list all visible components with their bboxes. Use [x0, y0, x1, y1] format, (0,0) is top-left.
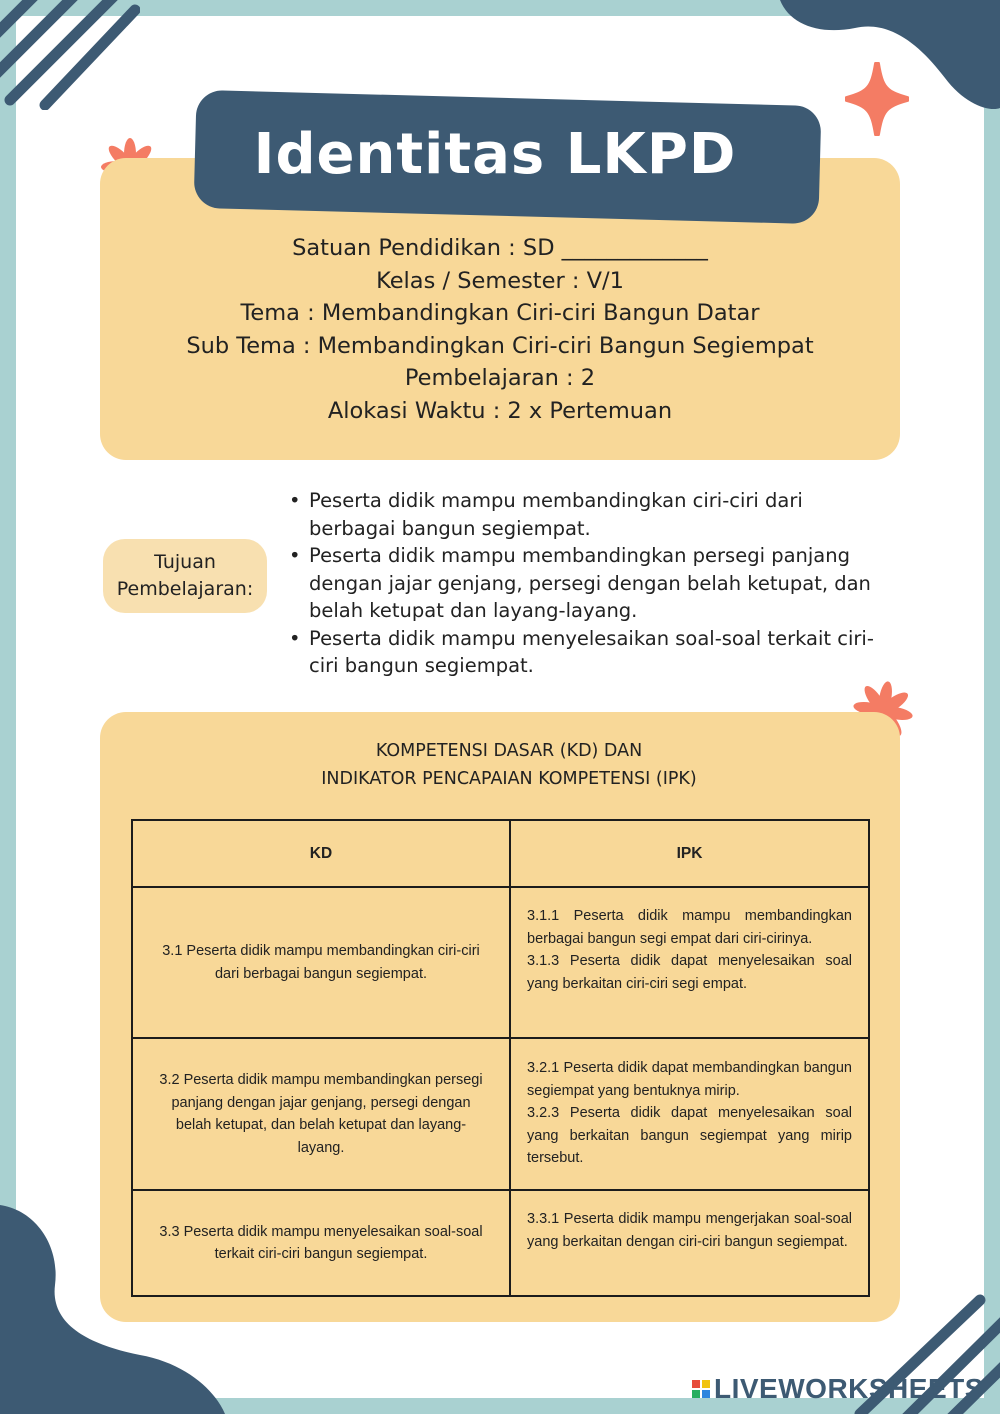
pembelajaran-line: Pembelajaran : 2 [404, 365, 596, 392]
kd-cell: 3.1 Peserta didik mampu membandingkan ciri-ciri dari berbagai bangun segiempat. [132, 887, 510, 1038]
ipk-item: 3.2.3 Peserta didik dapat menyelesaikan soal yang berkaitan bangun segiempat yang mirip tersebut. [527, 1105, 852, 1166]
watermark-text: LIVEWORKSHEETS [714, 1373, 984, 1404]
table-row [132, 1038, 869, 1190]
learning-goal-item: • Peserta didik mampu menyelesaikan soal-soal terkait ciri-ciri bangun segiempat. [285, 625, 895, 680]
corner-decoration-top-left [0, 0, 140, 110]
kelas-semester-line: Kelas / Semester : V/1 [376, 267, 624, 294]
identity-info [100, 232, 900, 428]
kd-cell: 3.3 Peserta didik mampu menyelesaikan soal-soal terkait ciri-ciri bangun segiempat. [132, 1190, 510, 1296]
ipk-cell [510, 1190, 869, 1296]
satuan-pendidikan-line: Satuan Pendidikan : SD _____________ [292, 235, 708, 261]
learning-goal-item: • Peserta didik mampu membandingkan persegi panjang dengan jajar genjang, persegi dengan belah ketupat, dan belah ketupat dan layang-layang. [285, 542, 895, 625]
tema-line: Tema : Membandingkan Ciri-ciri Bangun Datar [240, 300, 760, 327]
sub-tema-line: Sub Tema : Membandingkan Ciri-ciri Bangun Segiempat [186, 332, 814, 359]
tujuan-label-line2: Pembelajaran: [116, 578, 254, 600]
ipk-cell [510, 887, 869, 1038]
ipk-cell [510, 1038, 869, 1190]
kd-cell: 3.2 Peserta didik mampu membandingkan persegi panjang dengan jajar genjang, persegi dengan belah ketupat, dan belah ketupat dan layang-layang. [132, 1038, 510, 1190]
table-header-row [132, 820, 869, 887]
ipk-item: 3.3.1 Peserta didik mampu mengerjakan soal-soal yang berkaitan dengan ciri-ciri bangun segiempat. [527, 1211, 852, 1250]
tujuan-label-line1: Tujuan [154, 551, 216, 573]
liveworksheets-logo-icon [692, 1380, 710, 1398]
tujuan-label [103, 539, 267, 613]
kd-ipk-heading [100, 737, 918, 793]
table-row [132, 887, 869, 1038]
table-row [132, 1190, 869, 1296]
ipk-column-header: IPK [510, 820, 869, 887]
ipk-item: 3.2.1 Peserta didik dapat membandingkan bangun segiempat yang bentuknya mirip. [527, 1060, 852, 1099]
learning-goal-item: • Peserta didik mampu membandingkan ciri-ciri dari berbagai bangun segiempat. [285, 487, 895, 542]
page-title: Identitas LKPD [253, 122, 737, 187]
kd-heading-line1: KOMPETENSI DASAR (KD) DAN [375, 741, 643, 761]
kd-heading-line2: INDIKATOR PENCAPAIAN KOMPETENSI (IPK) [321, 769, 697, 789]
learning-goals-list [285, 487, 895, 680]
liveworksheets-watermark[interactable] [692, 1374, 984, 1404]
ipk-item: 3.1.3 Peserta didik dapat menyelesaikan soal yang berkaitan ciri-ciri segi empat. [527, 953, 852, 992]
coral-star-decoration [845, 62, 909, 136]
kd-ipk-table [131, 819, 870, 1297]
kd-column-header: KD [132, 820, 510, 887]
ipk-item: 3.1.1 Peserta didik mampu membandingkan berbagai bangun segi empat dari ciri-cirinya. [527, 908, 852, 947]
alokasi-waktu-line: Alokasi Waktu : 2 x Pertemuan [327, 397, 673, 424]
